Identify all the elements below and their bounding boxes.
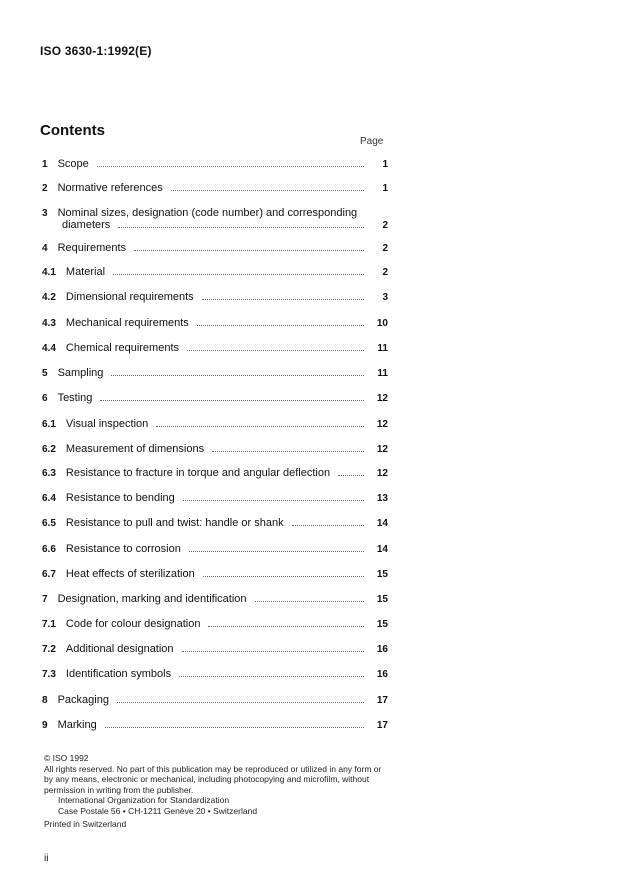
toc-entry-title: Identification symbols [65, 668, 172, 680]
toc-entry-title: Resistance to pull and twist: handle or shank [65, 517, 284, 529]
toc-entry-title: Resistance to fracture in torque and angular deflection [65, 467, 331, 479]
toc-entry-resistance-to-corrosion[interactable] [42, 543, 388, 555]
toc-entry-title: Code for colour designation [65, 618, 201, 630]
toc-entry-number: 8 [42, 695, 48, 706]
toc-entry-title: Requirements [57, 242, 127, 254]
toc-entry-number: 7 [42, 594, 48, 605]
toc-entry-page: 15 [376, 569, 388, 580]
toc-entry-heat-effects-of-sterilization[interactable] [42, 568, 388, 580]
toc-entry-number: 7.1 [42, 619, 56, 630]
page-column-label: Page [360, 136, 384, 147]
toc-entry-resistance-to-fracture[interactable] [42, 467, 388, 479]
printed-in: Printed in Switzerland [44, 819, 127, 829]
toc-entry-number: 6 [42, 393, 48, 404]
toc-entry-number: 6.3 [42, 468, 56, 479]
toc-entry-number: 2 [42, 183, 48, 194]
toc-entry-title: Scope [57, 158, 89, 170]
toc-entry-title: Mechanical requirements [65, 317, 189, 329]
toc-entry-page: 17 [376, 720, 388, 731]
toc-entry-number: 6.4 [42, 493, 56, 504]
toc-entry-page: 13 [376, 493, 388, 504]
toc-entry-page: 12 [376, 393, 388, 404]
toc-entry-title: Material [65, 266, 106, 278]
toc-entry-page: 2 [382, 220, 388, 231]
toc-entry-number: 4.4 [42, 343, 56, 354]
dot-leader [134, 249, 364, 251]
toc-entry-title: Visual inspection [65, 418, 149, 430]
dot-leader [183, 499, 364, 501]
toc-entry-page: 2 [382, 267, 388, 278]
toc-entry-page: 11 [377, 343, 388, 354]
dot-leader [338, 474, 364, 476]
dot-leader [113, 273, 364, 275]
toc-entry-number: 6.7 [42, 569, 56, 580]
toc-entry-designation-marking-identification[interactable] [42, 593, 388, 605]
toc-entry-visual-inspection[interactable] [42, 418, 388, 430]
dot-leader [105, 726, 364, 728]
toc-entry-title: Normative references [57, 182, 163, 194]
dot-leader [117, 701, 364, 703]
dot-leader [187, 349, 364, 351]
toc-entry-page: 2 [382, 243, 388, 254]
toc-entry-packaging[interactable] [42, 694, 388, 706]
toc-entry-title: Additional designation [65, 643, 174, 655]
toc-entry-marking[interactable] [42, 719, 388, 731]
copyright-line: © ISO 1992 [44, 753, 89, 763]
toc-entry-number: 4.3 [42, 318, 56, 329]
toc-entry-page: 15 [376, 619, 388, 630]
toc-entry-sampling[interactable] [42, 367, 388, 379]
toc-entry-normative-references[interactable] [42, 182, 388, 194]
dot-leader [202, 298, 364, 300]
toc-entry-page: 16 [376, 669, 388, 680]
toc-entry-title: Measurement of dimensions [65, 443, 205, 455]
toc-entry-page: 15 [376, 594, 388, 605]
toc-entry-code-for-colour-designation[interactable] [42, 618, 388, 630]
dot-leader [212, 450, 364, 452]
toc-entry-number: 7.2 [42, 644, 56, 655]
page-folio: ii [44, 853, 49, 864]
toc-entry-title: Resistance to bending [65, 492, 175, 504]
toc-entry-number: 1 [42, 159, 48, 170]
toc-entry-requirements[interactable] [42, 242, 388, 254]
toc-entry-title: Heat effects of sterilization [65, 568, 195, 580]
dot-leader [203, 575, 364, 577]
dot-leader [179, 675, 364, 677]
toc-entry-page: 16 [376, 644, 388, 655]
toc-entry-identification-symbols[interactable] [42, 668, 388, 680]
toc-entry-page: 11 [377, 368, 388, 379]
toc-entry-testing[interactable] [42, 392, 388, 404]
toc-entry-number: 4 [42, 243, 48, 254]
toc-entry-page: 14 [376, 518, 388, 529]
copyright-notice [44, 753, 389, 830]
toc-entry-number: 6.2 [42, 444, 56, 455]
toc-entry-resistance-to-pull-and-twist[interactable] [42, 517, 388, 529]
toc-entry-nominal-sizes[interactable] [42, 207, 388, 231]
toc-entry-title: Testing [57, 392, 93, 404]
dot-leader [208, 625, 364, 627]
contents-heading: Contents [40, 122, 105, 139]
dot-leader [97, 165, 364, 167]
document-id-header: ISO 3630-1:1992(E) [40, 44, 152, 58]
toc-entry-measurement-of-dimensions[interactable] [42, 443, 388, 455]
dot-leader [100, 399, 364, 401]
toc-entry-number: 4.1 [42, 267, 56, 278]
toc-entry-title: Chemical requirements [65, 342, 180, 354]
dot-leader [255, 600, 364, 602]
toc-entry-number: 6.6 [42, 544, 56, 555]
organization-name: International Organization for Standardization [58, 795, 230, 805]
toc-entry-material[interactable] [42, 266, 388, 278]
toc-entry-title: diameters [62, 219, 111, 231]
toc-entry-title: Dimensional requirements [65, 291, 194, 303]
rights-statement: All rights reserved. No part of this publication may be reproduced or utilized in any form or by any means, electronic or mechanical, including photocopying and microfilm, without permission in writing from the publisher. [44, 763, 382, 795]
dot-leader [111, 374, 364, 376]
toc-entry-title: Designation, marking and identification [57, 593, 247, 605]
dot-leader [171, 189, 364, 191]
toc-entry-page: 14 [376, 544, 388, 555]
toc-entry-scope[interactable] [42, 158, 388, 170]
toc-entry-page: 12 [376, 419, 388, 430]
toc-entry-page: 1 [382, 183, 388, 194]
toc-entry-number: 3 [42, 208, 48, 219]
toc-entry-title: Marking [57, 719, 97, 731]
dot-leader [118, 226, 364, 228]
toc-entry-page: 10 [376, 318, 388, 329]
dot-leader [197, 324, 364, 326]
dot-leader [156, 425, 364, 427]
toc-entry-number: 6.5 [42, 518, 56, 529]
toc-entry-chemical-requirements[interactable] [42, 342, 388, 354]
toc-entry-dimensional-requirements[interactable] [42, 291, 388, 303]
toc-entry-number: 5 [42, 368, 48, 379]
toc-entry-mechanical-requirements[interactable] [42, 317, 388, 329]
organization-address: Case Postale 56 • CH-1211 Genève 20 • Switzerland [58, 805, 258, 816]
toc-entry-title: Sampling [57, 367, 104, 379]
toc-entry-page: 17 [376, 695, 388, 706]
toc-entry-number: 6.1 [42, 419, 56, 430]
dot-leader [189, 550, 364, 552]
toc-entry-title-line1: Nominal sizes, designation (code number) and corresponding [57, 207, 358, 219]
toc-entry-number: 9 [42, 720, 48, 731]
toc-entry-title: Resistance to corrosion [65, 543, 181, 555]
toc-entry-number: 4.2 [42, 292, 56, 303]
toc-entry-number: 7.3 [42, 669, 56, 680]
toc-entry-additional-designation[interactable] [42, 643, 388, 655]
toc-entry-resistance-to-bending[interactable] [42, 492, 388, 504]
dot-leader [182, 650, 364, 652]
toc-entry-page: 1 [382, 159, 388, 170]
toc-entry-page: 3 [382, 292, 388, 303]
dot-leader [292, 524, 364, 526]
toc-entry-title: Packaging [57, 694, 109, 706]
toc-entry-page: 12 [376, 444, 388, 455]
toc-entry-page: 12 [376, 468, 388, 479]
